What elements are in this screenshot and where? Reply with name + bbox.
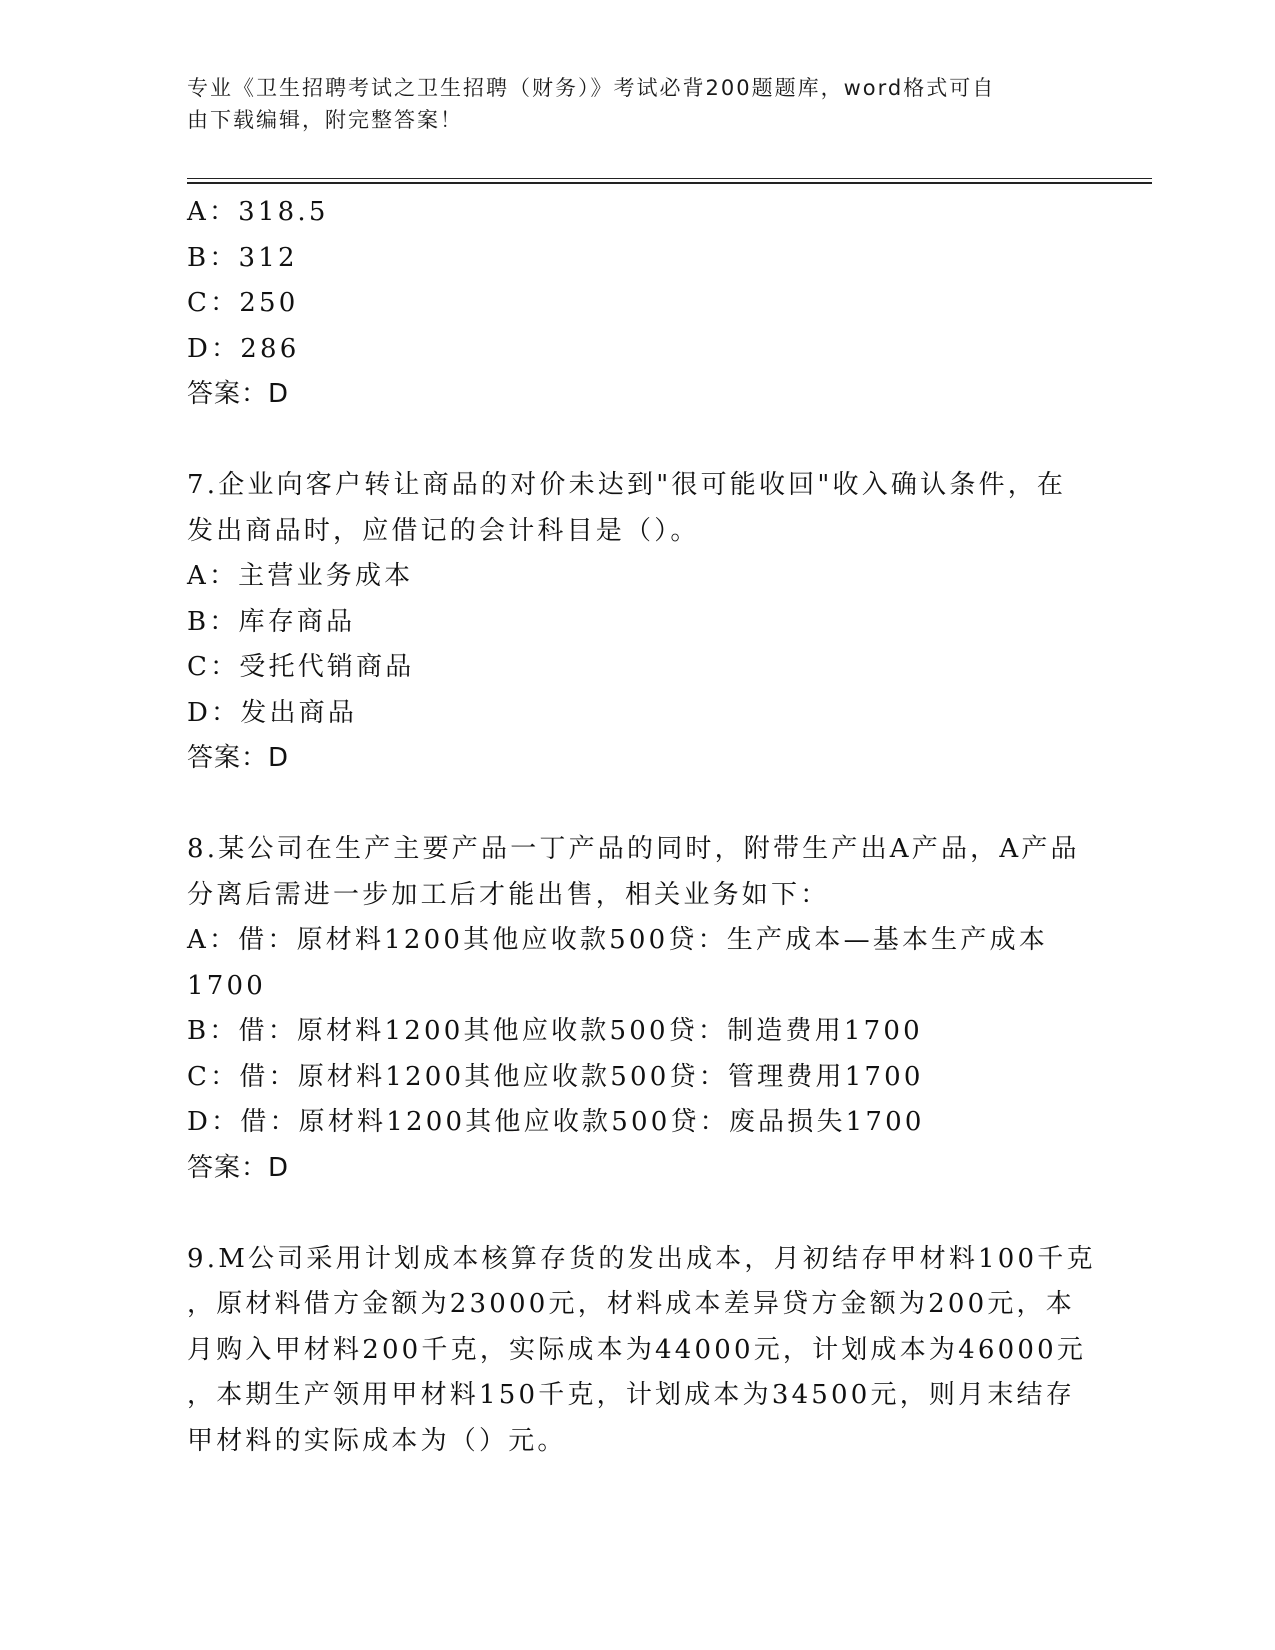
option-a: A：借：原材料1200其他应收款500贷：生产成本—基本生产成本 (187, 925, 1048, 955)
header-line-1: 专业《卫生招聘考试之卫生招聘（财务）》考试必背200题题库，word格式可自 (187, 76, 996, 100)
option-a: A：318.5 (187, 197, 329, 227)
question-stem-line: 8.某公司在生产主要产品一丁产品的同时，附带生产出A产品，A产品 (187, 834, 1080, 864)
option-d: D：借：原材料1200其他应收款500贷：废品损失1700 (187, 1107, 925, 1137)
answer: 答案：D (187, 743, 290, 773)
answer: 答案：D (187, 1152, 290, 1183)
header-line-2: 由下载编辑，附完整答案！ (187, 108, 463, 132)
question-stem-line: 发出商品时，应借记的会计科目是（）。 (187, 515, 700, 546)
answer: 答案：D (187, 379, 290, 409)
question-stem-line: 分离后需进一步加工后才能出售，相关业务如下： (187, 879, 830, 910)
question-8 (187, 827, 1087, 1191)
question-stem-line: 9.M公司采用计划成本核算存货的发出成本，月初结存甲材料100千克 (187, 1243, 1096, 1274)
option-a: A：主营业务成本 (187, 561, 414, 591)
question-stem-line: ，本期生产领用甲材料150千克，计划成本为34500元，则月末结存 (187, 1380, 1075, 1410)
option-b: B：库存商品 (187, 606, 356, 637)
option-d: D：286 (187, 333, 300, 364)
question-stem-line: 月购入甲材料200千克，实际成本为44000元，计划成本为46000元 (187, 1334, 1087, 1365)
question-stem-line: ，原材料借方金额为23000元，材料成本差异贷方金额为200元，本 (187, 1289, 1075, 1319)
option-b: B：借：原材料1200其他应收款500贷：制造费用1700 (187, 1016, 923, 1046)
option-a-continued: 1700 (187, 970, 266, 1001)
question-content (187, 190, 1096, 1464)
spacer (187, 782, 1087, 828)
page-header (187, 72, 1087, 136)
option-c: C：受托代销商品 (187, 652, 415, 682)
spacer (187, 418, 1087, 464)
option-c: C：借：原材料1200其他应收款500贷：管理费用1700 (187, 1061, 924, 1092)
question-stem-line: 7.企业向客户转让商品的对价未达到"很可能收回"收入确认条件，在 (187, 470, 1067, 500)
question-7 (187, 463, 1087, 782)
spacer (187, 1191, 1087, 1237)
option-c: C：250 (187, 288, 299, 318)
option-b: B：312 (187, 242, 298, 273)
question-6 (187, 190, 1087, 418)
option-d: D：发出商品 (187, 697, 358, 728)
question-9 (187, 1237, 1096, 1465)
question-stem-line: 甲材料的实际成本为（）元。 (187, 1425, 567, 1456)
header-rule-thick (187, 182, 1152, 184)
header-rule-thin (187, 178, 1152, 179)
